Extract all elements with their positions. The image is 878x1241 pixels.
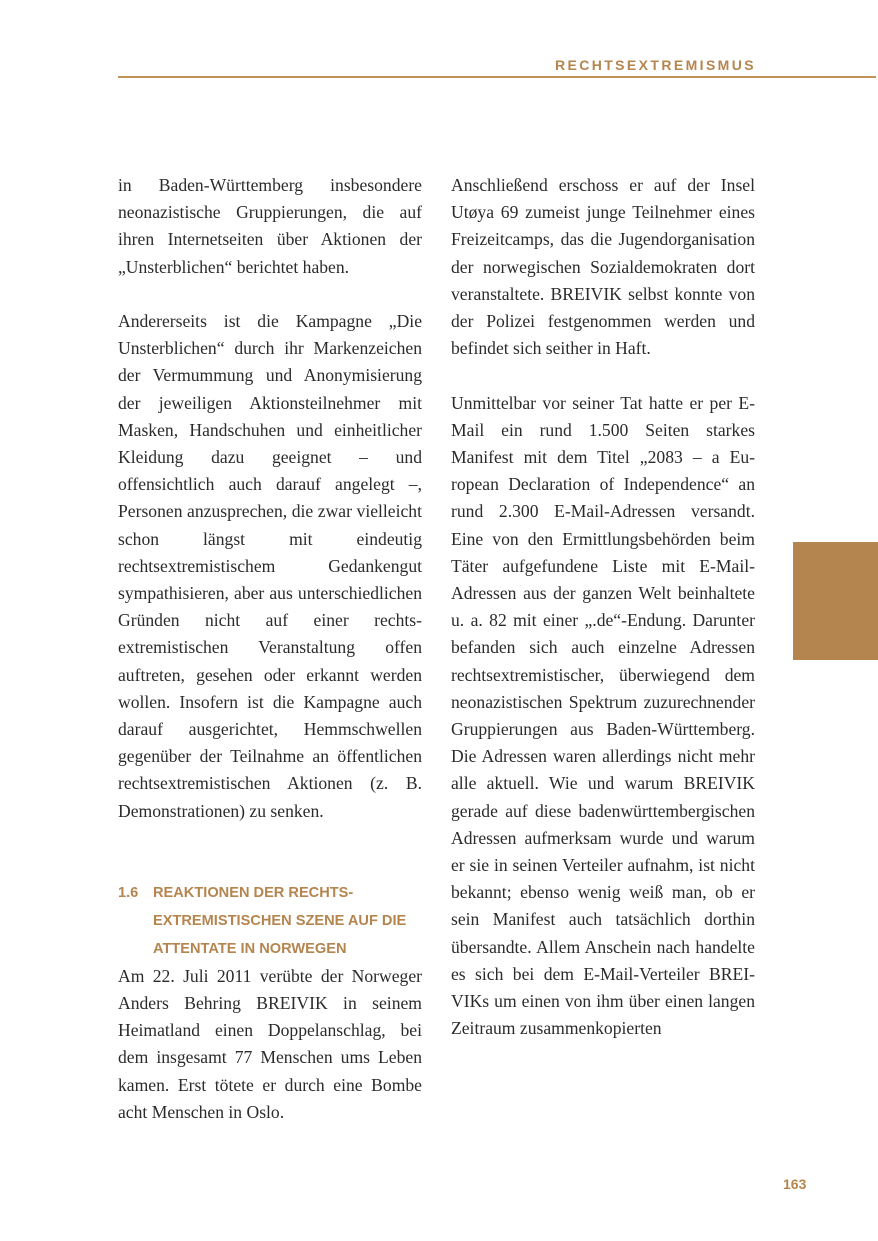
right-paragraph-2: Unmittelbar vor seiner Tat hatte er per E-Mail ein rund 1.500 Seiten starkes Manifest mit dem Titel „2083 – a European Declaration of Independence“ an rund 2.300 E-Mail-Adressen versandt. Eine von den Ermittlungsbehörden beim Täter aufgefundene Liste mit E-Mail-Adressen aus der ganzen Welt beinhaltete u. a. 82 mit einer „.de“-Endung. Darunter befanden sich auch einzelne Adressen rechtsextremistischer, überwiegend dem neonazistischen Spektrum zuzurechnender Gruppierungen aus Baden-Württemberg. Die Adressen waren allerdings nicht mehr alle aktuell. Wie und warum BREIVIK gerade auf diese badenwürttembergischen Adressen aufmerksam wurde und warum er sie in seinen Verteiler aufnahm, ist nicht bekannt; ebenso wenig weiß man, ob er sein Manifest auch tatsächlich dorthin übersandte. Allem Anschein nach handelte es sich bei dem E-Mail-Verteiler BREIVIKs um einen von ihm über einen langen Zeitraum zusammenkopierten bbox=[451, 392, 755, 1039]
left-paragraph-2: Andererseits ist die Kampagne „Die Unsterblichen“ durch ihr Markenzeichen der Vermummung und Anonymisierung der jeweiligen Aktionsteilnehmer mit Masken, Handschuhen und einheitlicher Kleidung dazu geeignet – und offensichtlich auch darauf angelegt –, Personen anzusprechen, die zwar vielleicht schon längst mit eindeutig rechtsextremistischem Gedankengut sympathisieren, aber aus unterschiedlichen Gründen nicht auf einer rechtsextremistischen Veranstaltung offen auftreten, gesehen oder erkannt werden wollen. Insofern ist die Kampagne auch darauf ausgerichtet, Hemmschwellen gegenüber der Teilnahme an öffentlichen rechtsextremistischen Aktionen (z. B. Demonstrationen) zu senken. bbox=[118, 311, 422, 821]
left-paragraph-1: in Baden-Württemberg insbesondere neonazistische Gruppierungen, die auf ihren Internetseiten über Aktionen der „Unsterblichen“ berichtet haben. bbox=[118, 175, 422, 277]
running-header: RECHTSEXTREMISMUS bbox=[554, 57, 756, 73]
section-heading bbox=[118, 879, 422, 963]
section-number: 1.6 bbox=[118, 884, 139, 901]
left-column bbox=[118, 172, 422, 1126]
left-paragraph-3: Am 22. Juli 2011 verübte der Norweger Anders Behring BREIVIK in seinem Heimatland einen Doppelanschlag, bei dem insgesamt 77 Menschen ums Leben kamen. Erst tötete er durch eine Bombe acht Menschen in Oslo. bbox=[118, 965, 422, 1122]
chapter-tab-marker bbox=[793, 542, 878, 660]
right-column bbox=[451, 172, 755, 1042]
right-paragraph-1: Anschließend erschoss er auf der Insel Utøya 69 zumeist junge Teilnehmer eines Freizeitcamps, das die Jugendorganisation der norwegischen Sozialdemokraten dort veranstaltete. BREIVIK selbst konnte von der Polizei festgenommen werden und befindet sich seither in Haft. bbox=[451, 175, 755, 359]
page-number: 163 bbox=[783, 1176, 807, 1192]
header-rule bbox=[118, 76, 876, 78]
section-title: REAKTIONEN DER RECHTSEXTREMISTISCHEN SZENE AUF DIE ATTENTATE IN NORWEGEN bbox=[153, 884, 407, 957]
